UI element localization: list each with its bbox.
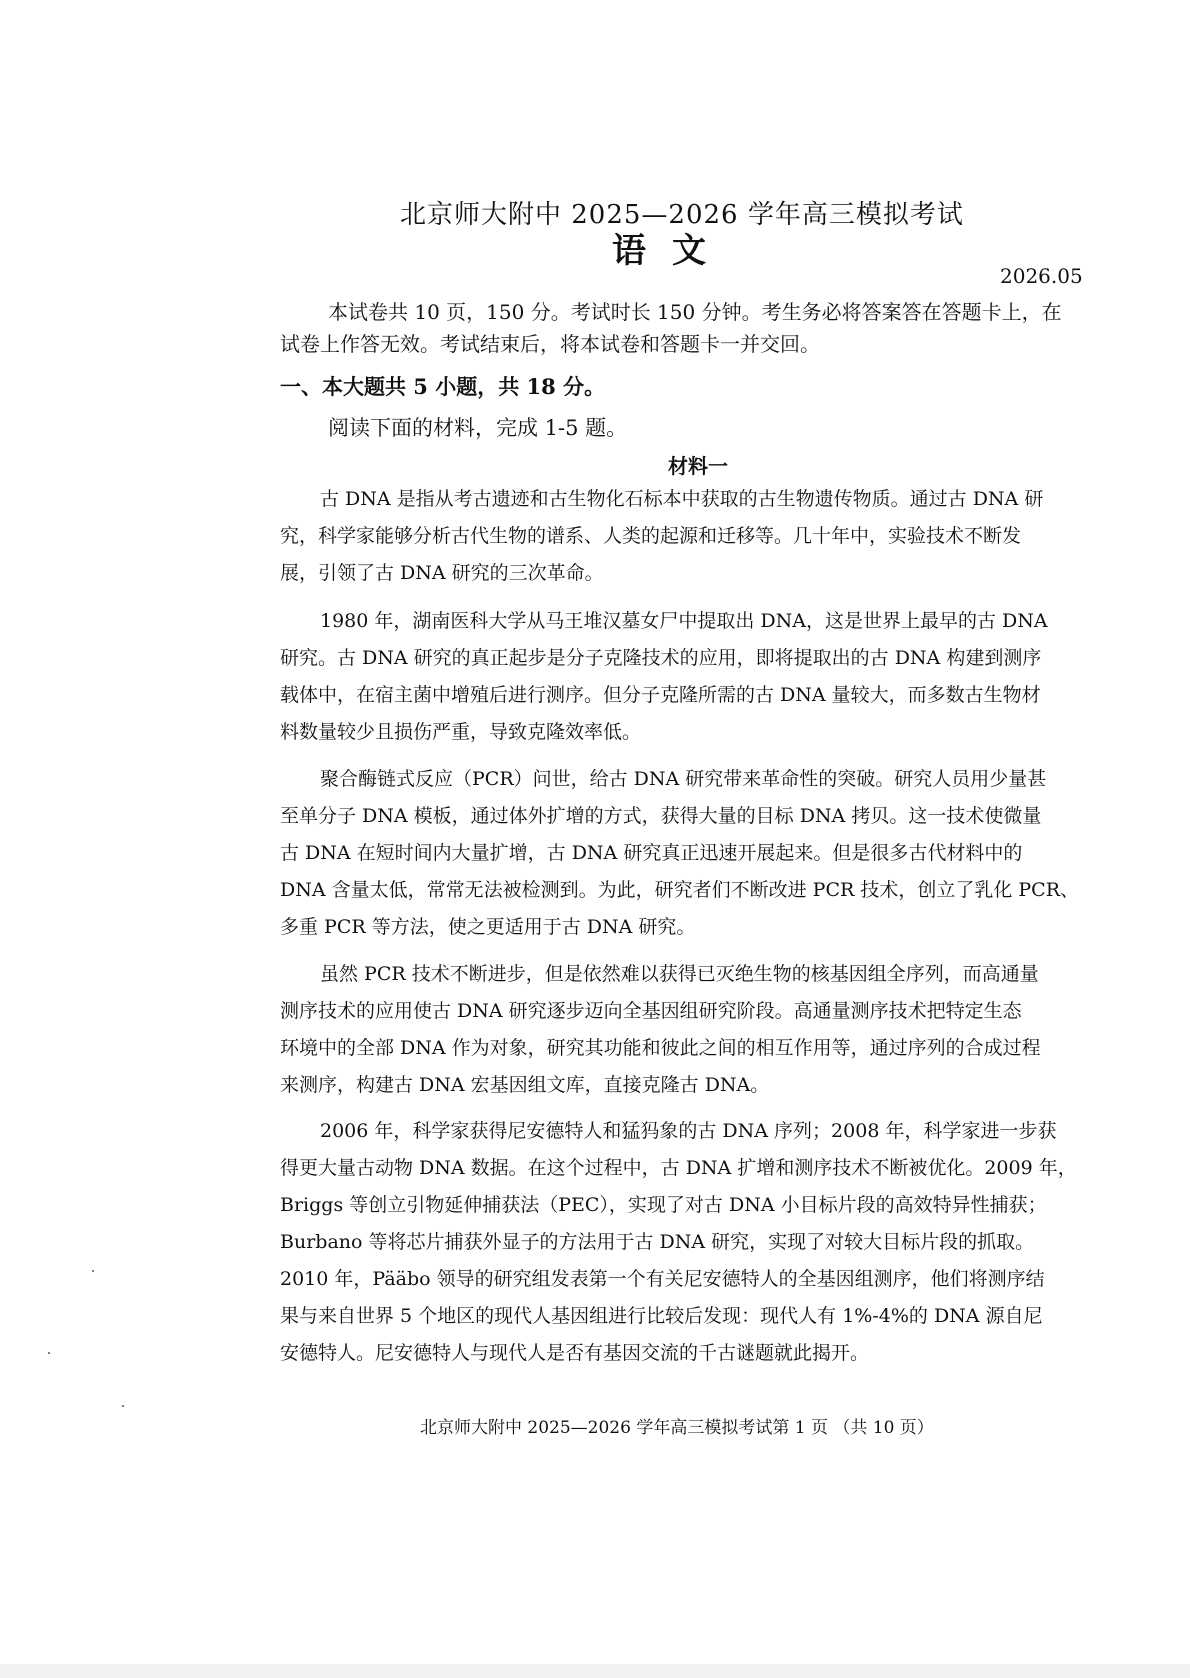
body-line: 研究。古 DNA 研究的真正起步是分子克隆技术的应用，即将提取出的古 DNA 构建到测序 [280, 647, 1042, 669]
body-line: 果与来自世界 5 个地区的现代人基因组进行比较后发现：现代人有 1%-4%的 DNA 源自尼 [280, 1305, 1043, 1327]
scan-bottom-band [0, 1664, 1190, 1678]
body-line: Burbano 等将芯片捕获外显子的方法用于古 DNA 研究，实现了对较大目标片段的抓取。 [280, 1231, 1035, 1253]
section-instruction: 阅读下面的材料，完成 1-5 题。 [328, 416, 628, 440]
body-line: 来测序，构建古 DNA 宏基因组文库，直接克隆古 DNA。 [280, 1074, 770, 1096]
body-line: 载体中，在宿主菌中增殖后进行测序。但分子克隆所需的古 DNA 量较大，而多数古生物材 [280, 684, 1041, 706]
intro-line-1: 本试卷共 10 页，150 分。考试时长 150 分钟。考生务必将答案答在答题卡上，在 [328, 300, 1062, 324]
body-line: 究，科学家能够分析古代生物的谱系、人类的起源和迁移等。几十年中，实验技术不断发 [280, 525, 1022, 547]
body-line: 古 DNA 在短时间内大量扩增，古 DNA 研究真正迅速开展起来。但是很多古代材料中的 [280, 842, 1023, 864]
material-title: 材料一 [668, 454, 728, 478]
body-line: 聚合酶链式反应（PCR）问世，给古 DNA 研究带来革命性的突破。研究人员用少量甚 [320, 768, 1047, 790]
section-heading: 一、本大题共 5 小题，共 18 分。 [280, 374, 606, 399]
exam-title: 北京师大附中 2025—2026 学年高三模拟考试 [400, 200, 964, 230]
body-line: 展，引领了古 DNA 研究的三次革命。 [280, 562, 604, 584]
body-line: 1980 年，湖南医科大学从马王堆汉墓女尸中提取出 DNA，这是世界上最早的古 DNA [320, 610, 1048, 632]
body-line: 测序技术的应用使古 DNA 研究逐步迈向全基因组研究阶段。高通量测序技术把特定生态 [280, 1000, 1022, 1022]
body-line: 2010 年，Pääbo 领导的研究组发表第一个有关尼安德特人的全基因组测序，他们将测序结 [280, 1268, 1045, 1290]
scan-speck [122, 1405, 124, 1407]
scan-speck [92, 1270, 94, 1272]
body-line: 2006 年，科学家获得尼安德特人和猛犸象的古 DNA 序列；2008 年，科学家进一步获 [320, 1120, 1057, 1142]
body-line: Briggs 等创立引物延伸捕获法（PEC），实现了对古 DNA 小目标片段的高效特异性捕获； [280, 1194, 1047, 1216]
body-line: 环境中的全部 DNA 作为对象，研究其功能和彼此之间的相互作用等，通过序列的合成过程 [280, 1037, 1041, 1059]
body-line: 安德特人。尼安德特人与现代人是否有基因交流的千古谜题就此揭开。 [280, 1342, 870, 1364]
body-line: DNA 含量太低，常常无法被检测到。为此，研究者们不断改进 PCR 技术，创立了乳化 PCR、 [280, 879, 1079, 901]
body-line: 虽然 PCR 技术不断进步，但是依然难以获得已灭绝生物的核基因组全序列，而高通量 [320, 963, 1039, 985]
scan-speck [48, 1352, 50, 1354]
body-line: 至单分子 DNA 模板，通过体外扩增的方式，获得大量的目标 DNA 拷贝。这一技术使微量 [280, 805, 1042, 827]
body-line: 得更大量古动物 DNA 数据。在这个过程中，古 DNA 扩增和测序技术不断被优化。2009 年， [280, 1157, 1077, 1179]
exam-date: 2026.05 [1000, 264, 1083, 288]
body-line: 古 DNA 是指从考古遗迹和古生物化石标本中获取的古生物遗传物质。通过古 DNA 研 [320, 488, 1044, 510]
page-footer: 北京师大附中 2025—2026 学年高三模拟考试第 1 页 （共 10 页） [420, 1418, 934, 1438]
body-line: 料数量较少且损伤严重，导致克隆效率低。 [280, 721, 642, 743]
body-line: 多重 PCR 等方法，使之更适用于古 DNA 研究。 [280, 916, 696, 938]
intro-line-2: 试卷上作答无效。考试结束后，将本试卷和答题卡一并交回。 [280, 332, 820, 356]
subject-title: 语文 [612, 231, 732, 271]
